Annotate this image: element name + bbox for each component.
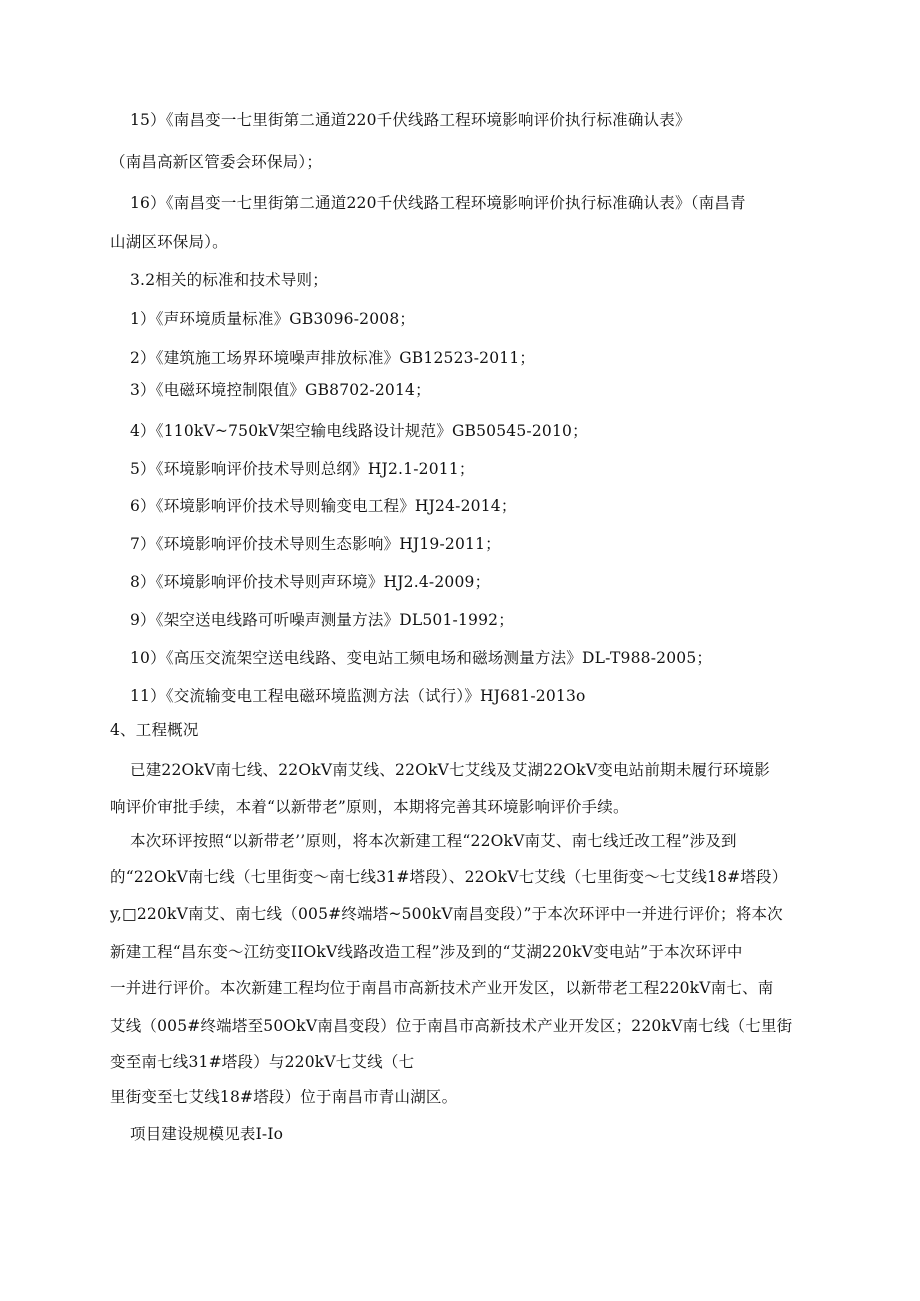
- standard-item-10: 10）《高压交流架空送电线路、变电站工频电场和磁场测量方法》DL-T988-2005；: [130, 649, 713, 667]
- standard-item-6: 6）《环境影响评价技术导则输变电工程》HJ24-2014；: [130, 497, 517, 515]
- overview-para-1-line-1: 已建22OkV南七线、22OkV南艾线、22OkV七艾线及艾湖22OkV变电站前期未履行环境影: [130, 761, 770, 779]
- ref-item-15-issuer: （南昌高新区管委会环保局）；: [110, 153, 323, 171]
- standard-item-7: 7）《环境影响评价技术导则生态影响》HJ19-2011；: [130, 535, 501, 553]
- standard-item-3: 3）《电磁环境控制限值》GB8702-2014；: [130, 381, 431, 399]
- standard-item-5: 5）《环境影响评价技术导则总纲》HJ2.1-2011；: [130, 460, 475, 478]
- standard-item-2: 2）《建筑施工场界环境噪声排放标准》GB12523-2011；: [130, 349, 536, 367]
- standard-item-9: 9）《架空送电线路可听噪声测量方法》DL501-1992；: [130, 611, 514, 629]
- overview-para-1-line-2: 响评价审批手续，本着“以新带老”原则，本期将完善其环境影响评价手续。: [110, 798, 629, 816]
- overview-para-2-line-6: 艾线（005#终端塔至50OkV南昌变段）位于南昌市高新技术产业开发区；220kV南七线（七里街: [110, 1017, 793, 1035]
- overview-para-2-line-8: 里街变至七艾线18#塔段）位于南昌市青山湖区。: [110, 1088, 458, 1106]
- ref-item-15: 15）《南昌变一七里街第二通道220千伏线路工程环境影响评价执行标准确认表》: [130, 111, 691, 129]
- standard-item-1: 1）《声环境质量标准》GB3096-2008；: [130, 310, 416, 328]
- section-heading-3-2: 3.2相关的标准和技术导则；: [130, 271, 328, 289]
- overview-para-2-line-3: y,□220kV南艾、南七线（005#终端塔~500kV南昌变段）”于本次环评中一并进行评价；将本次: [110, 905, 783, 923]
- overview-para-2-line-2: 的“22OkV南七线（七里街变～南七线31#塔段）、22OkV七艾线（七里街变～七艾线18#塔段）: [110, 868, 788, 886]
- overview-para-2-line-7: 变至南七线31#塔段）与220kV七艾线（七: [110, 1053, 415, 1071]
- overview-para-2-line-5: 一并进行评价。本次新建工程均位于南昌市高新技术产业开发区，以新带老工程220kV南七、南: [110, 979, 774, 997]
- standard-item-11: 11）《交流输变电工程电磁环境监测方法（试行）》HJ681-2013o: [130, 687, 586, 705]
- overview-para-2-line-4: 新建工程“昌东变～江纺变IIOkV线路改造工程”涉及到的“艾湖220kV变电站”于本次环评中: [110, 943, 743, 961]
- overview-para-2-line-1: 本次环评按照“以新带老’’原则，将本次新建工程“22OkV南艾、南七线迁改工程”涉及到: [130, 832, 737, 850]
- standard-item-4: 4）《110kV~750kV架空输电线路设计规范》GB50545-2010；: [130, 422, 588, 440]
- section-heading-4: 4、工程概况: [110, 721, 199, 739]
- table-reference: 项目建设规模见表I-Io: [130, 1125, 284, 1143]
- standard-item-8: 8）《环境影响评价技术导则声环境》HJ2.4-2009；: [130, 573, 491, 591]
- ref-item-16-cont: 山湖区环保局）。: [110, 233, 228, 251]
- ref-item-16: 16）《南昌变一七里街第二通道220千伏线路工程环境影响评价执行标准确认表》（南昌青: [130, 194, 746, 212]
